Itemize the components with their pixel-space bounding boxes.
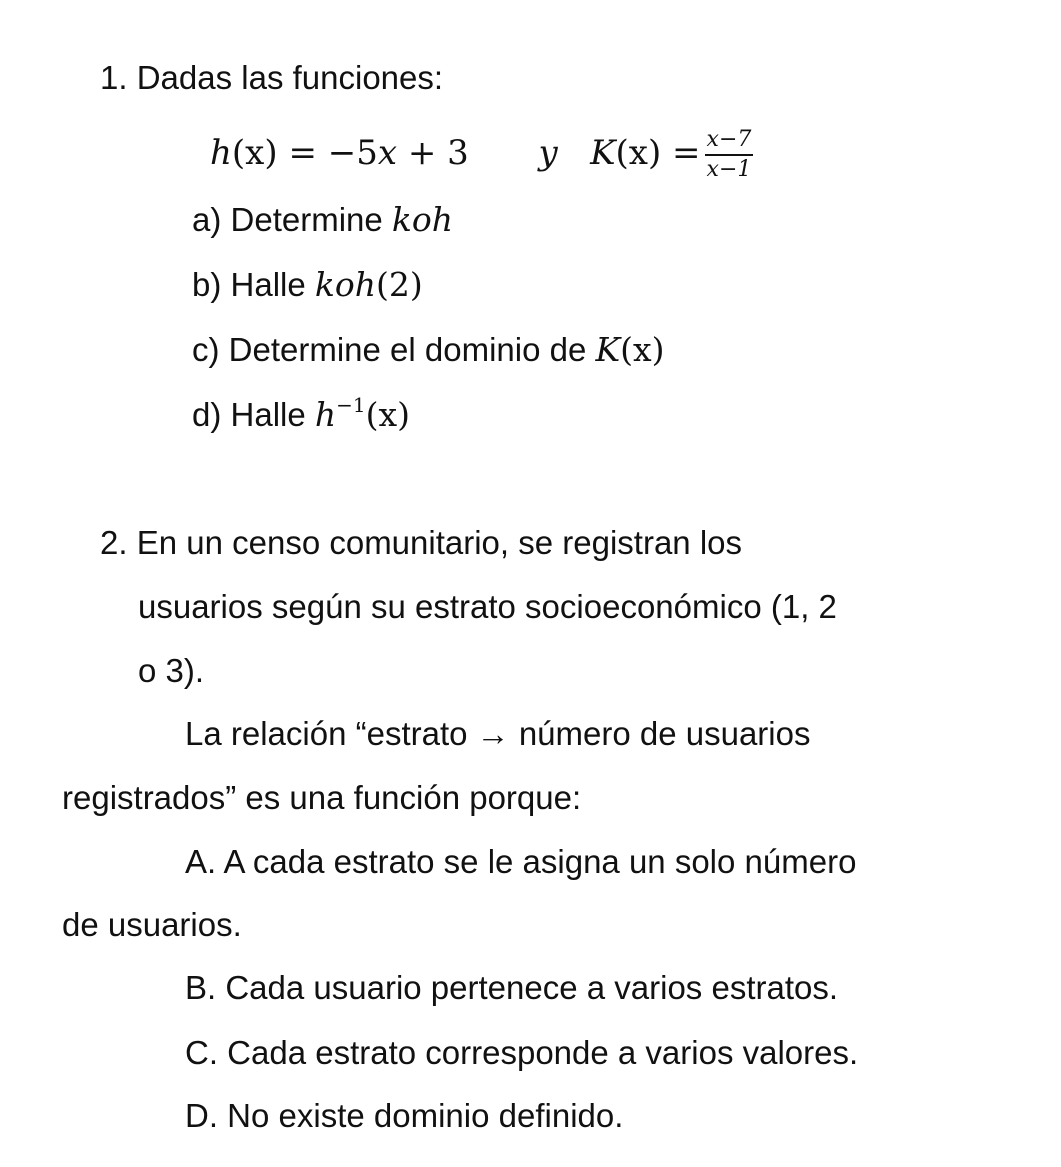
- question-1-intro: Dadas las funciones:: [136, 59, 444, 96]
- option-d: D. No existe dominio definido.: [185, 1097, 624, 1134]
- k-denominator: x−1: [706, 157, 752, 182]
- question-2-number: 2.: [100, 524, 128, 561]
- option-a-continued: de usuarios.: [62, 906, 242, 943]
- stem-line-2: registrados” es una función porque:: [62, 779, 582, 816]
- k-fraction: [705, 128, 754, 182]
- item-a: a) Determine koh: [192, 200, 454, 239]
- question-1-number: 1.: [100, 59, 128, 96]
- question-2-line-3: o 3).: [138, 652, 205, 689]
- question-2-line-2: usuarios según su estrato socioeconómico (1, 2: [138, 588, 837, 625]
- item-c: c) Determine el dominio de K(x): [192, 330, 665, 369]
- equals-sign: =: [288, 133, 317, 173]
- stem-line-1: La relación “estrato → número de usuarios: [185, 715, 811, 752]
- k-numerator: x−7: [705, 128, 754, 156]
- item-b: b) Halle koh(2): [192, 265, 423, 304]
- item-d: d) Halle $h^{-1}(x)$: [192, 393, 411, 434]
- function-definitions: h(x) = −5x + 3 y K(x) = $\frac{x-7}{x-1}$: [210, 127, 752, 182]
- question-2-line-1: 2. En un censo comunitario, se registran los: [100, 524, 743, 561]
- conjunction: y: [538, 133, 558, 173]
- option-a: A. A cada estrato se le asigna un solo número: [185, 843, 857, 880]
- k-name: K: [590, 133, 616, 173]
- option-c: C. Cada estrato corresponde a varios valores.: [185, 1034, 859, 1071]
- option-b: B. Cada usuario pertenece a varios estratos.: [185, 969, 839, 1006]
- h-name: h: [210, 133, 232, 173]
- question-1-heading: [100, 58, 443, 98]
